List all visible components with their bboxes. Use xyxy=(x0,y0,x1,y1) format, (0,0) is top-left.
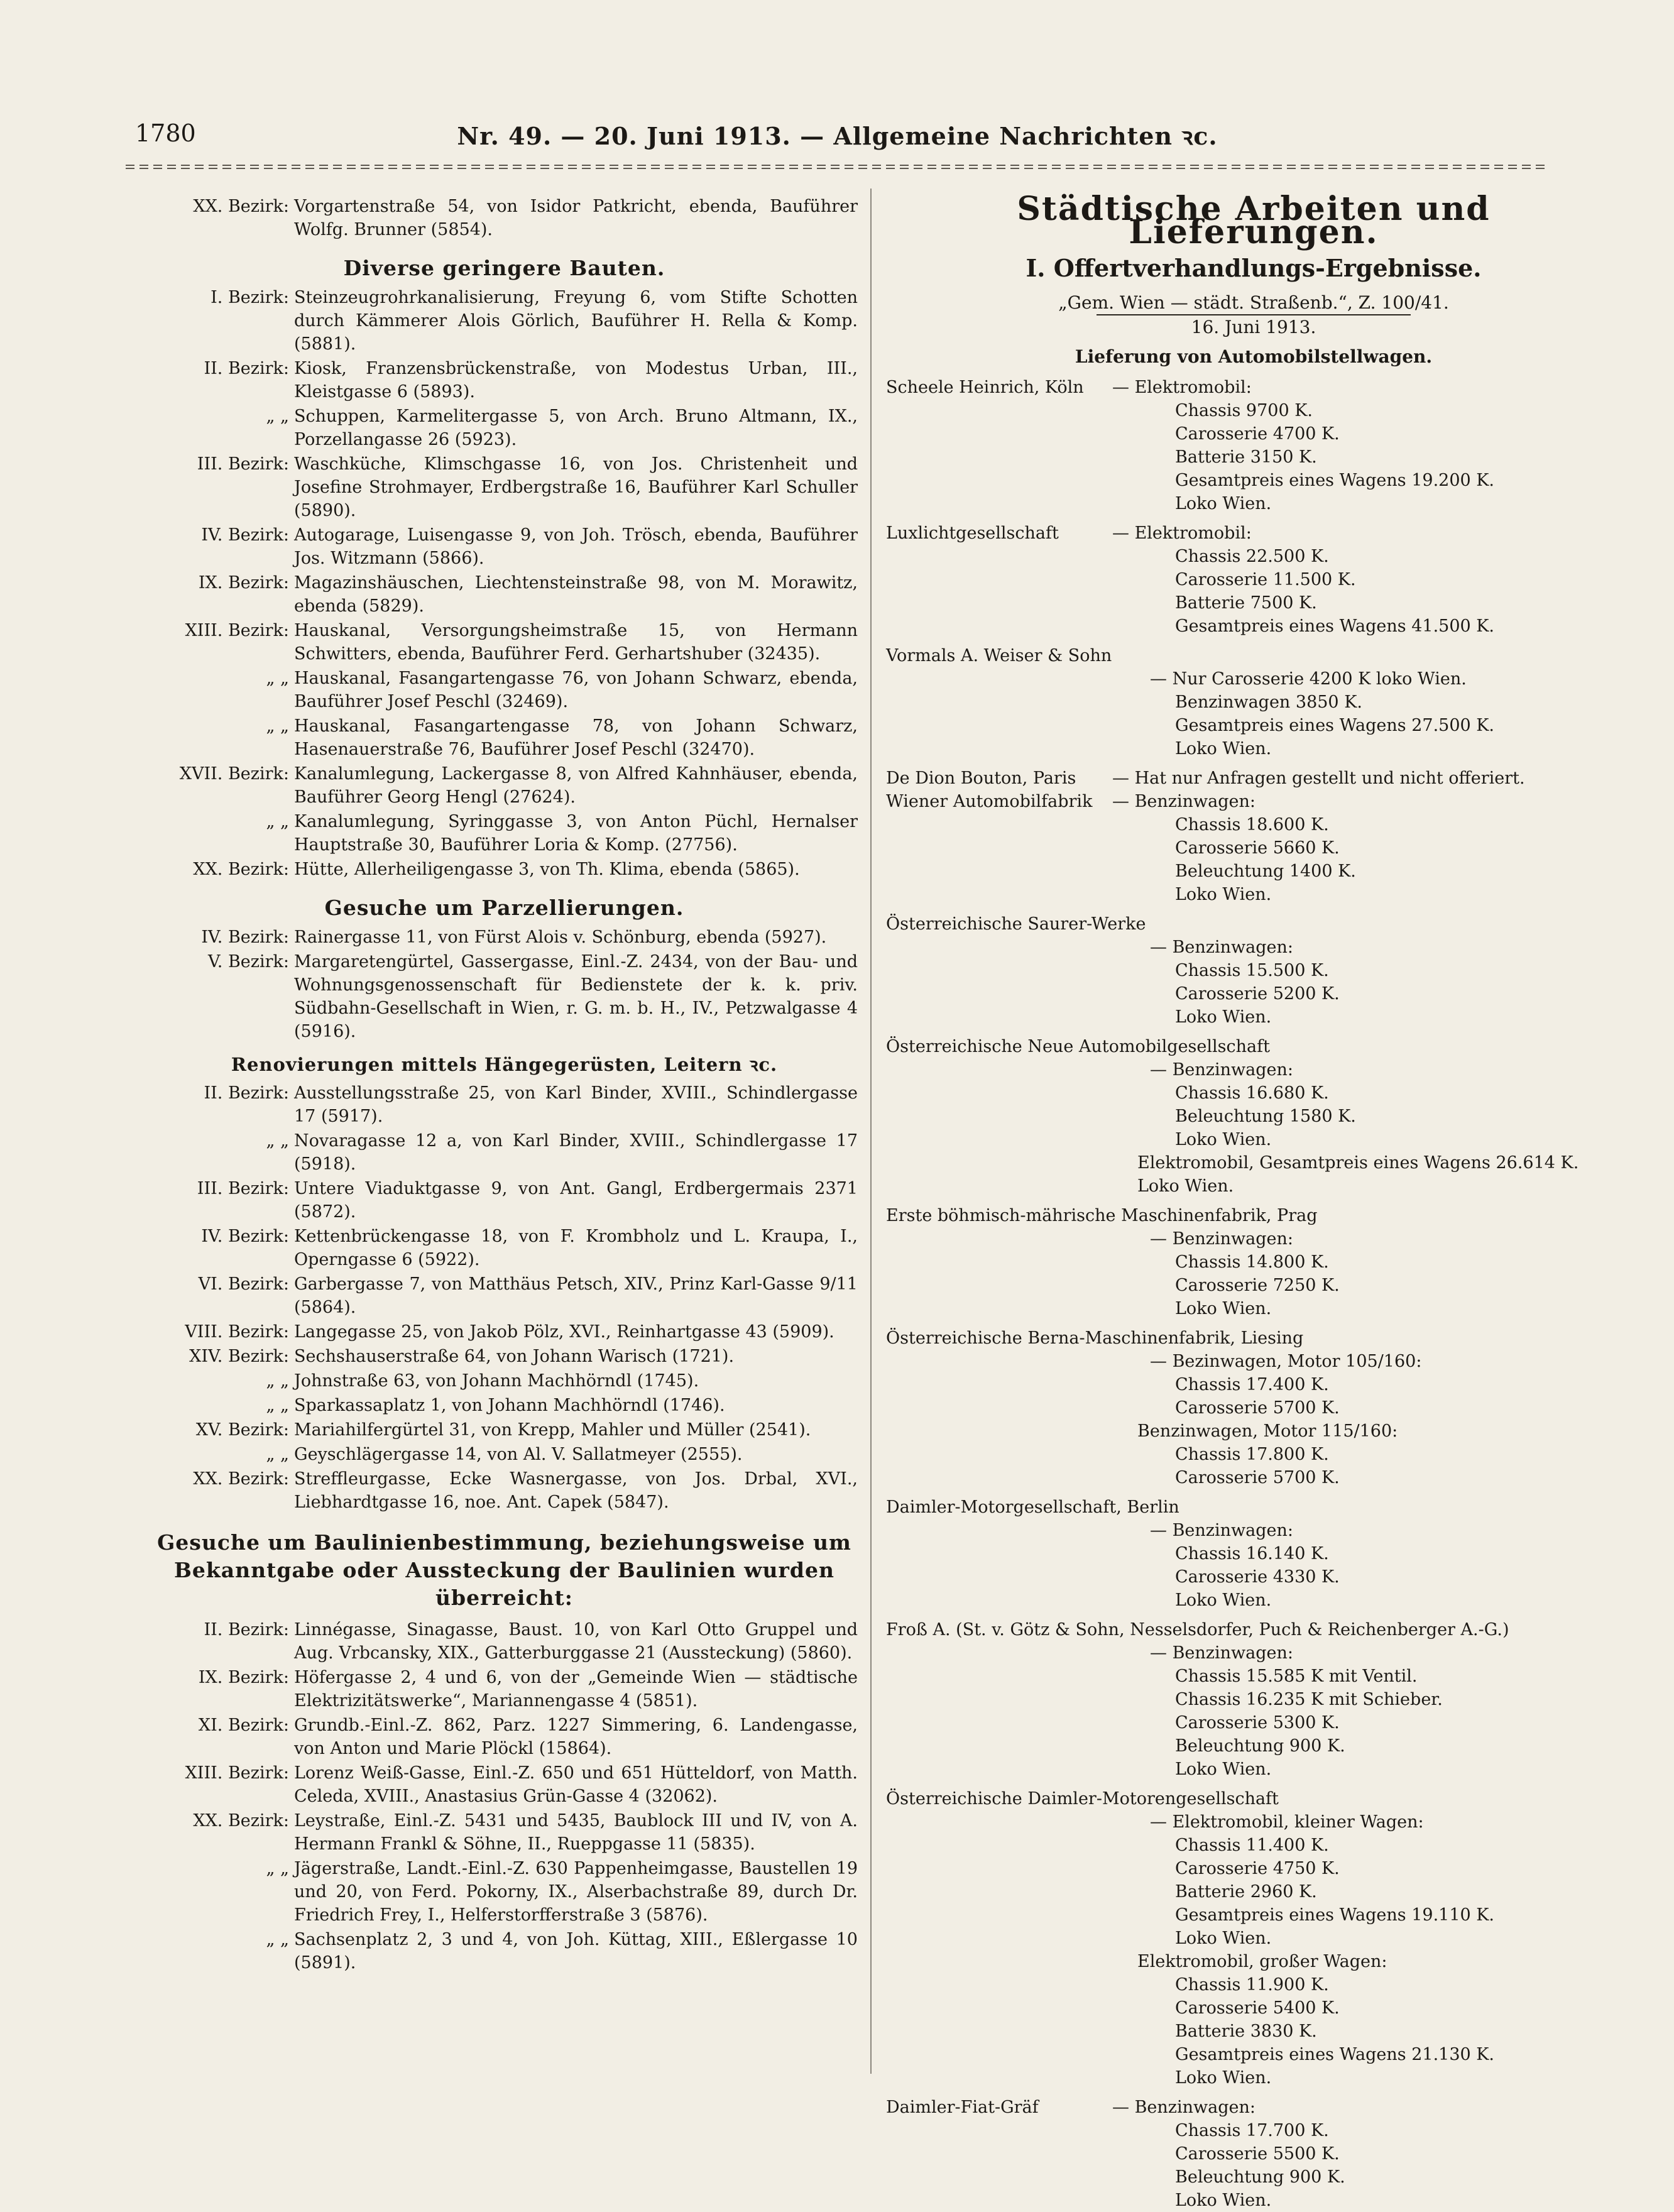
offer-line: Loko Wien. xyxy=(1175,1591,1272,1610)
entry-label: „ „ xyxy=(266,407,289,426)
entry-text: Lorenz Weiß-Gasse, Einl.-Z. 650 und 651 Hütteldorf, von Matth. Celeda, XVIII., Anastasius Grün-Gasse 4 (32062). xyxy=(294,1763,858,1806)
entry-text: Leystraße, Einl.-Z. 5431 und 5435, Baublock III und IV, von A. Hermann Frankl & Söhne, II., Rueppgasse 11 (5835). xyxy=(294,1811,858,1854)
entry-label: IV. Bezirk: xyxy=(201,1227,289,1246)
offer-line: Chassis 17.400 K. xyxy=(1175,1375,1329,1394)
entry-text: Langegasse 25, von Jakob Pölz, XVI., Reinhartgasse 43 (5909). xyxy=(294,1322,834,1342)
entry xyxy=(151,667,858,713)
entry xyxy=(151,715,858,761)
section-title: Städtische Arbeiten und Lieferungen. xyxy=(1017,190,1491,251)
offer-line: Chassis 14.800 K. xyxy=(1175,1252,1329,1272)
right-column xyxy=(886,190,1621,2212)
offer-line: Chassis 15.585 K mit Ventil. xyxy=(1175,1667,1418,1686)
entry-text: Ausstellungsstraße 25, von Karl Binder, XVIII., Schindlergasse 17 (5917). xyxy=(294,1083,858,1126)
entry-text: Waschküche, Klimschgasse 16, von Jos. Christenheit und Josefine Strohmayer, Erdbergstraße 16, Bauführer Karl Schuller (5890). xyxy=(294,454,858,520)
offer-saurer xyxy=(886,912,1621,1029)
entry xyxy=(151,1177,858,1224)
entry xyxy=(151,762,858,809)
offer-line: — Benzinwagen: xyxy=(1150,938,1293,957)
firm-name: Österreichische Saurer-Werke xyxy=(886,914,1146,934)
entry xyxy=(151,1809,858,1856)
entry xyxy=(151,357,858,403)
section-heading: Diverse geringere Bauten. xyxy=(343,256,665,280)
entry-label: I. Bezirk: xyxy=(211,288,289,307)
entry-text: Steinzeugrohrkanalisierung, Freyung 6, vom Stifte Schotten durch Kämmerer Alois Görlich, Bauführer H. Rella & Komp. (5881). xyxy=(294,288,858,354)
firm-name: Daimler-Motorgesellschaft, Berlin xyxy=(886,1497,1179,1517)
entry-label: II. Bezirk: xyxy=(204,1083,289,1103)
entry xyxy=(151,858,858,881)
offer-line: Batterie 7500 K. xyxy=(1175,593,1317,613)
entry-text: Novaragasse 12 a, von Karl Binder, XVIII., Schindlergasse 17 (5918). xyxy=(294,1131,858,1174)
entry-text: Rainergasse 11, von Fürst Alois v. Schönburg, ebenda (5927). xyxy=(294,928,827,947)
offer-fiat xyxy=(886,2096,1621,2212)
offer-line: Elektromobil, großer Wagen: xyxy=(1137,1952,1387,1971)
entry-label: IV. Bezirk: xyxy=(201,928,289,947)
entry-label: IV. Bezirk: xyxy=(201,525,289,545)
entry-label: XI. Bezirk: xyxy=(198,1716,289,1735)
entry-list xyxy=(151,926,858,1043)
entry-text: Garbergasse 7, von Matthäus Petsch, XIV., Prinz Karl-Gasse 9/11 (5864). xyxy=(294,1274,858,1317)
offer-line: Chassis 9700 K. xyxy=(1175,401,1313,420)
entry-text: Höfergasse 2, 4 und 6, von der „Gemeinde Wien — städtische Elektrizitätswerke“, Mariannengasse 4 (5851). xyxy=(294,1668,858,1711)
offer-line: Gesamtpreis eines Wagens 27.500 K. xyxy=(1175,716,1495,735)
entry-text: Kanalumlegung, Lackergasse 8, von Alfred Kahnhäuser, ebenda, Bauführer Georg Hengl (27624). xyxy=(294,764,858,807)
entry xyxy=(151,1618,858,1665)
offer-line: Batterie 2960 K. xyxy=(1175,1882,1317,1902)
offer-line: Chassis 11.900 K. xyxy=(1175,1975,1329,1995)
entry xyxy=(151,571,858,618)
offer-line: — Hat nur Anfragen gestellt und nicht offeriert. xyxy=(1112,769,1525,788)
offer-line: — Elektromobil: xyxy=(1112,523,1252,543)
offer-line: Chassis 18.600 K. xyxy=(1175,815,1329,835)
entry-label: „ „ xyxy=(266,1396,289,1415)
entry-list xyxy=(151,286,858,881)
entry-text: Linnégasse, Sinagasse, Baust. 10, von Karl Otto Gruppel und Aug. Vrbcansky, XIX., Gatterburggasse 21 (Aussteckung) (5860). xyxy=(294,1620,858,1663)
entry xyxy=(151,1273,858,1319)
entry-label: III. Bezirk: xyxy=(197,1179,289,1198)
entry-label: „ „ xyxy=(266,669,289,688)
offer-line: Loko Wien. xyxy=(1175,1929,1272,1948)
left-column xyxy=(151,195,858,1976)
offer-line: Carosserie 5500 K. xyxy=(1175,2144,1340,2164)
section-subtitle: I. Offertverhandlungs-Ergebnisse. xyxy=(1026,254,1482,282)
entry xyxy=(151,286,858,356)
entry xyxy=(151,1714,858,1760)
offer-line: — Elektromobil, kleiner Wagen: xyxy=(1150,1812,1424,1832)
entry-label: II. Bezirk: xyxy=(204,1620,289,1640)
offer-line: Chassis 17.800 K. xyxy=(1175,1445,1329,1464)
offer-line: Carosserie 5700 K. xyxy=(1175,1468,1340,1487)
entry-text: Untere Viaduktgasse 9, von Ant. Gangl, Erdbergermais 2371 (5872). xyxy=(294,1179,858,1222)
entry-label: XIII. Bezirk: xyxy=(185,621,289,640)
entry-label: II. Bezirk: xyxy=(204,359,289,378)
offer-berna xyxy=(886,1327,1621,1489)
firm-name: Österreichische Neue Automobilgesellschaft xyxy=(886,1037,1270,1056)
entry-label: „ „ xyxy=(266,1859,289,1878)
firm-name: Scheele Heinrich, Köln xyxy=(886,378,1084,397)
date-line: 16. Juni 1913. xyxy=(1191,317,1316,337)
entry-label: XX. Bezirk: xyxy=(193,197,289,216)
offer-line: Carosserie 5700 K. xyxy=(1175,1398,1340,1418)
offer-line: Chassis 22.500 K. xyxy=(1175,547,1329,566)
entry xyxy=(151,1928,858,1974)
offer-daimler-berlin xyxy=(886,1496,1621,1612)
entry-list xyxy=(151,1081,858,1514)
entry xyxy=(151,1761,858,1808)
entry-label: IX. Bezirk: xyxy=(198,1668,289,1687)
offer-line: Carosserie 5660 K. xyxy=(1175,838,1340,858)
entry-label: „ „ xyxy=(266,1930,289,1949)
entry-label: „ „ xyxy=(266,1371,289,1391)
entry-label: VI. Bezirk: xyxy=(198,1274,289,1294)
offer-fross xyxy=(886,1618,1621,1781)
entry-label: „ „ xyxy=(266,1445,289,1464)
offer-weiser xyxy=(886,644,1621,760)
offer-oe-daimler xyxy=(886,1787,1621,2089)
entry-text: Streffleurgasse, Ecke Wasnergasse, von Jos. Drbal, XVI., Liebhardtgasse 16, noe. Ant. Capek (5847). xyxy=(294,1469,858,1512)
offer-line: — Benzinwagen: xyxy=(1150,1643,1293,1663)
column-divider xyxy=(870,189,872,2074)
entry-label: „ „ xyxy=(266,1131,289,1151)
entry-text: Hauskanal, Fasangartengasse 78, von Johann Schwarz, Hasenauerstraße 76, Bauführer Josef Peschl (32470). xyxy=(294,716,858,759)
entry-label: IX. Bezirk: xyxy=(198,573,289,593)
offer-line: Batterie 3830 K. xyxy=(1175,2022,1317,2041)
offer-line: Gesamtpreis eines Wagens 41.500 K. xyxy=(1175,616,1495,636)
offer-line: Carosserie 5200 K. xyxy=(1175,984,1340,1004)
entry xyxy=(151,1394,858,1417)
subsection-heading: Lieferung von Automobilstellwagen. xyxy=(1075,346,1433,367)
entry-text: Grundb.-Einl.-Z. 862, Parz. 1227 Simmering, 6. Landengasse, von Anton und Marie Plöckl (15864). xyxy=(294,1716,858,1758)
offer-line: — Benzinwagen: xyxy=(1112,792,1256,811)
offer-line: Carosserie 4700 K. xyxy=(1175,424,1340,444)
entry xyxy=(151,950,858,1043)
entry-text: Autogarage, Luisengasse 9, von Joh. Trösch, ebenda, Bauführer Jos. Witzmann (5866). xyxy=(294,525,858,568)
entry xyxy=(151,523,858,570)
offer-line: — Benzinwagen: xyxy=(1112,2098,1256,2117)
offer-line: — Benzinwagen: xyxy=(1150,1229,1293,1249)
offer-lux xyxy=(886,522,1621,638)
entry-text: Vorgartenstraße 54, von Isidor Patkricht, ebenda, Bauführer Wolfg. Brunner (5854). xyxy=(294,197,858,239)
offer-neue xyxy=(886,1035,1621,1198)
firm-name: Luxlichtgesellschaft xyxy=(886,523,1059,543)
offer-line: Loko Wien. xyxy=(1175,2068,1272,2088)
entry-text: Sparkassaplatz 1, von Johann Machhörndl (1746). xyxy=(294,1396,725,1415)
offer-line: Chassis 16.235 K mit Schieber. xyxy=(1175,1690,1443,1709)
entry xyxy=(151,1129,858,1176)
entry-text: Jägerstraße, Landt.-Einl.-Z. 630 Pappenheimgasse, Baustellen 19 und 20, von Ferd. Pokorny, IX., Alserbachstraße 89, durch Dr. Friedrich Frey, I., Helferstorfferstraße 3 (5876). xyxy=(294,1859,858,1925)
firm-name: Daimler-Fiat-Gräf xyxy=(886,2098,1039,2117)
offer-line: Gesamtpreis eines Wagens 19.110 K. xyxy=(1175,1905,1495,1925)
firm-name: Österreichische Daimler-Motorengesellschaft xyxy=(886,1789,1279,1809)
offer-line: Loko Wien. xyxy=(1175,2191,1272,2210)
offer-line: — Elektromobil: xyxy=(1112,378,1252,397)
offer-dedion xyxy=(886,767,1621,790)
header-rule xyxy=(126,165,1549,173)
section-heading: Gesuche um Parzellierungen. xyxy=(324,895,684,920)
offer-line: Carosserie 7250 K. xyxy=(1175,1276,1340,1295)
offer-line: Gesamtpreis eines Wagens 19.200 K. xyxy=(1175,471,1495,490)
offer-line: Beleuchtung 900 K. xyxy=(1175,1736,1345,1756)
entry-text: Mariahilfergürtel 31, von Krepp, Mahler und Müller (2541). xyxy=(294,1420,811,1440)
entry xyxy=(151,1320,858,1344)
offer-line: Loko Wien. xyxy=(1175,739,1272,758)
offer-line: Loko Wien. xyxy=(1137,1176,1234,1196)
offer-line: Beleuchtung 900 K. xyxy=(1175,2167,1345,2187)
entry-text: Sechshauserstraße 64, von Johann Warisch (1721). xyxy=(294,1347,735,1366)
offer-line: Loko Wien. xyxy=(1175,885,1272,904)
offer-line: Carosserie 4330 K. xyxy=(1175,1567,1340,1587)
entry-list xyxy=(151,1618,858,1974)
firm-name: Vormals A. Weiser & Sohn xyxy=(886,646,1112,665)
offer-line: Loko Wien. xyxy=(1175,1299,1272,1318)
entry-text: Hauskanal, Versorgungsheimstraße 15, von Hermann Schwitters, ebenda, Bauführer Ferd. Gerhartshuber (32435). xyxy=(294,621,858,664)
entry xyxy=(151,195,858,241)
offer-line: Beleuchtung 1400 K. xyxy=(1175,862,1356,881)
section-heading: Renovierungen mittels Hängegerüsten, Leitern ꝛc. xyxy=(231,1054,778,1075)
firm-name: Wiener Automobilfabrik xyxy=(886,792,1093,811)
entry-text: Magazinshäuschen, Liechtensteinstraße 98, von M. Morawitz, ebenda (5829). xyxy=(294,573,858,616)
entry-text: Johnstraße 63, von Johann Machhörndl (1745). xyxy=(294,1371,699,1391)
offer-line: Benzinwagen, Motor 115/160: xyxy=(1137,1421,1398,1441)
offer-line: Carosserie 4750 K. xyxy=(1175,1859,1340,1878)
offer-scheele xyxy=(886,376,1621,515)
entry-text: Kanalumlegung, Syringgasse 3, von Anton Püchl, Hernalser Hauptstraße 30, Bauführer Loria & Komp. (27756). xyxy=(294,812,858,855)
entry xyxy=(151,1369,858,1393)
offer-wiener xyxy=(886,790,1621,906)
entry-label: XX. Bezirk: xyxy=(193,1469,289,1489)
firm-name: Erste böhmisch-mährische Maschinenfabrik, Prag xyxy=(886,1206,1318,1225)
entry-label: V. Bezirk: xyxy=(208,952,289,972)
page-header xyxy=(135,119,1540,157)
offer-line: Loko Wien. xyxy=(1175,1760,1272,1779)
offer-line: Carosserie 5400 K. xyxy=(1175,1998,1340,2018)
entry xyxy=(151,1345,858,1368)
offer-line: — Benzinwagen: xyxy=(1150,1060,1293,1080)
firm-name: Österreichische Berna-Maschinenfabrik, Liesing xyxy=(886,1328,1304,1348)
page-number: 1780 xyxy=(135,119,196,147)
entry xyxy=(151,810,858,857)
entry xyxy=(151,1443,858,1466)
entry-label: „ „ xyxy=(266,812,289,831)
entry-text: Geyschlägergasse 14, von Al. V. Sallatmeyer (2555). xyxy=(294,1445,743,1464)
offer-line: Benzinwagen 3850 K. xyxy=(1175,693,1362,712)
entry-label: VIII. Bezirk: xyxy=(185,1322,289,1342)
entry-text: Margaretengürtel, Gassergasse, Einl.-Z. 2434, von der Bau- und Wohnungsgenossenschaft für Bedienstete der k. k. priv. Südbahn-Gesellschaft in Wien, r. G. m. b. H., IV., Petzwalgasse 4 (5916). xyxy=(294,952,858,1041)
entry-label: XX. Bezirk: xyxy=(193,1811,289,1831)
entry xyxy=(151,926,858,949)
offer-line: Chassis 11.400 K. xyxy=(1175,1836,1329,1855)
entry-label: XIII. Bezirk: xyxy=(185,1763,289,1783)
offer-line: Loko Wien. xyxy=(1175,1130,1272,1149)
offer-line: — Benzinwagen: xyxy=(1150,1521,1293,1540)
offer-line: Beleuchtung 1580 K. xyxy=(1175,1107,1356,1126)
firm-name: Froß A. (St. v. Götz & Sohn, Nesselsdorfer, Puch & Reichenberger A.-G.) xyxy=(886,1620,1509,1640)
offer-line: Elektromobil, Gesamtpreis eines Wagens 26.614 K. xyxy=(1137,1153,1579,1173)
offer-line: Carosserie 5300 K. xyxy=(1175,1713,1340,1733)
offer-line: Carosserie 11.500 K. xyxy=(1175,570,1356,589)
reference-line: „Gem. Wien — städt. Straßenb.“, Z. 100/41. xyxy=(1058,292,1449,313)
entry xyxy=(151,1081,858,1128)
entry xyxy=(151,1467,858,1514)
entry-label: XIV. Bezirk: xyxy=(189,1347,289,1366)
offer-line: Batterie 3150 K. xyxy=(1175,447,1317,467)
entry-text: Hauskanal, Fasangartengasse 76, von Johann Schwarz, ebenda, Bauführer Josef Peschl (32469). xyxy=(294,669,858,711)
offer-line: — Bezinwagen, Motor 105/160: xyxy=(1150,1352,1422,1371)
entry xyxy=(151,1225,858,1271)
offer-line: Loko Wien. xyxy=(1175,1007,1272,1027)
offer-line: Chassis 15.500 K. xyxy=(1175,961,1329,980)
offer-line: Gesamtpreis eines Wagens 21.130 K. xyxy=(1175,2045,1495,2064)
entry xyxy=(151,1857,858,1927)
offer-line: Chassis 17.700 K. xyxy=(1175,2121,1329,2140)
entry xyxy=(151,452,858,522)
entry-label: XX. Bezirk: xyxy=(193,860,289,879)
offer-line: Chassis 16.680 K. xyxy=(1175,1083,1329,1103)
offer-line: — Nur Carosserie 4200 K loko Wien. xyxy=(1150,669,1467,689)
firm-name: De Dion Bouton, Paris xyxy=(886,769,1076,788)
section-heading: Gesuche um Baulinienbestimmung, beziehungsweise um Bekanntgabe oder Aussteckung der Baulinien wurden überreicht: xyxy=(157,1530,851,1610)
entry xyxy=(151,1666,858,1712)
entry-text: Sachsenplatz 2, 3 und 4, von Joh. Küttag, XIII., Eßlergasse 10 (5891). xyxy=(294,1930,858,1973)
entry-text: Kettenbrückengasse 18, von F. Krombholz und L. Kraupa, I., Operngasse 6 (5922). xyxy=(294,1227,858,1269)
offer-erste xyxy=(886,1204,1621,1320)
entry-text: Schuppen, Karmelitergasse 5, von Arch. Bruno Altmann, IX., Porzellangasse 26 (5923). xyxy=(294,407,858,449)
entry-label: XV. Bezirk: xyxy=(195,1420,289,1440)
entry xyxy=(151,1418,858,1442)
entry-text: Hütte, Allerheiligengasse 3, von Th. Klima, ebenda (5865). xyxy=(294,860,800,879)
entry-label: XVII. Bezirk: xyxy=(179,764,289,784)
header-title: Nr. 49. — 20. Juni 1913. — Allgemeine Nachrichten ꝛc. xyxy=(457,122,1218,150)
entry-label: III. Bezirk: xyxy=(197,454,289,474)
entry xyxy=(151,405,858,451)
offer-line: Loko Wien. xyxy=(1175,494,1272,513)
entry xyxy=(151,619,858,665)
entry-text: Kiosk, Franzensbrückenstraße, von Modestus Urban, III., Kleistgasse 6 (5893). xyxy=(294,359,858,402)
entry-label: „ „ xyxy=(266,716,289,736)
offer-line: Chassis 16.140 K. xyxy=(1175,1544,1329,1563)
